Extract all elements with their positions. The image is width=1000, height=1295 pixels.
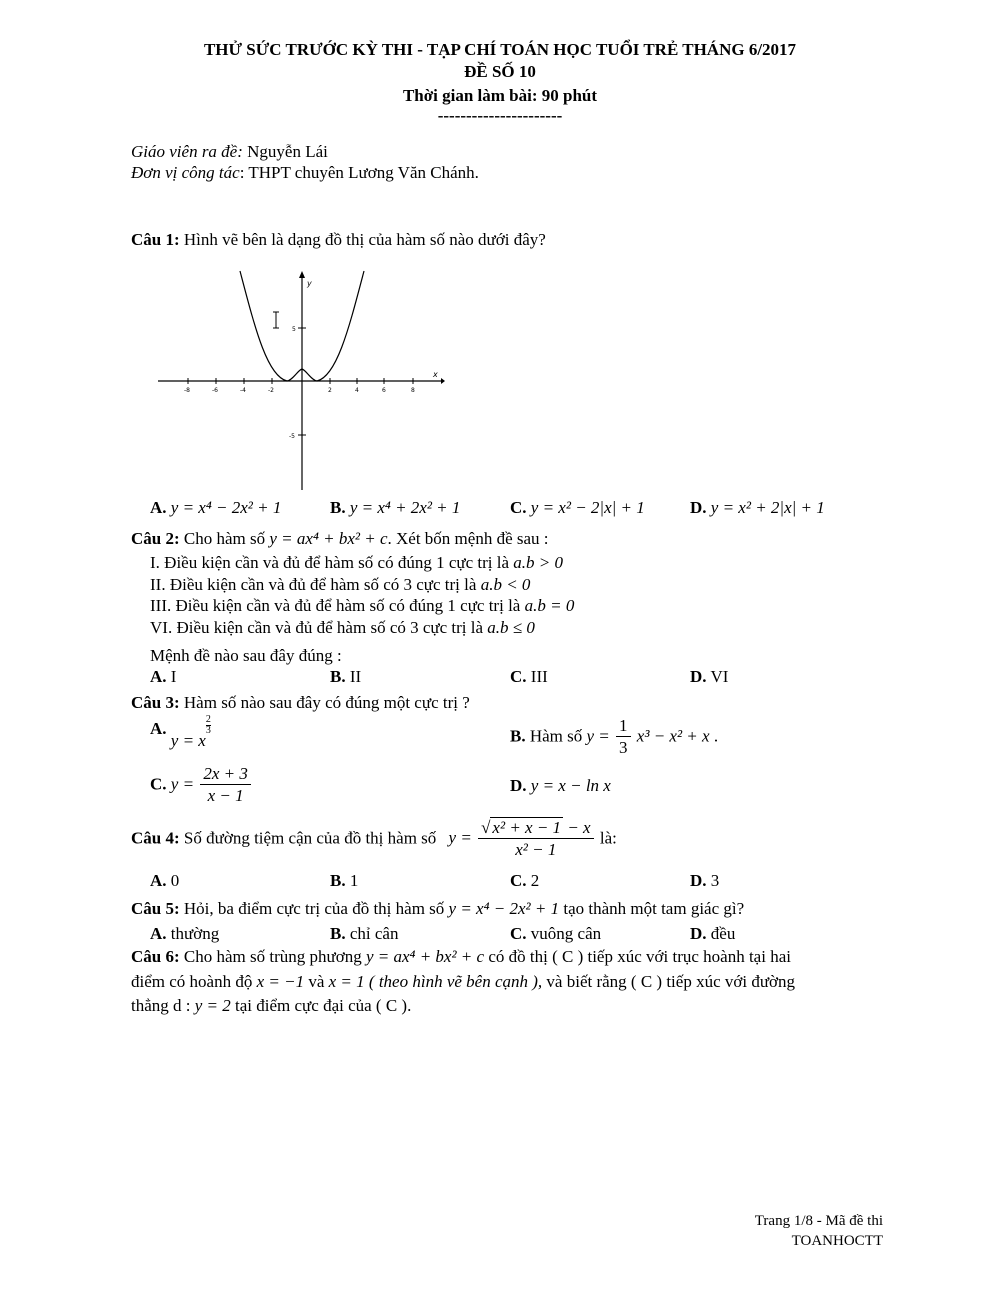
x-tick-label: 4 [355, 387, 359, 394]
frac-den: x − 1 [207, 786, 244, 805]
exp-num: 2 [205, 714, 211, 725]
q5-option-d[interactable] [690, 924, 735, 944]
option-label: B. [330, 498, 346, 517]
option-text: III [526, 667, 548, 686]
option-label: C. [510, 667, 527, 686]
q2-statement-4 [150, 618, 535, 638]
q4-end: là: [599, 828, 617, 848]
q4-label: Câu 4: [131, 828, 180, 848]
statement-text: II. Điều kiện cần và đủ để hàm số có 3 cực trị là [150, 575, 481, 594]
q2-statement-1 [150, 553, 563, 573]
q2-statement-3 [150, 596, 574, 616]
q1-stem [131, 230, 546, 250]
option-text: chỉ cân [345, 924, 399, 943]
frac-den: 3 [619, 738, 628, 757]
option-text: đều [706, 924, 736, 943]
frac-num: √ x² + x − 1 − x [478, 818, 594, 839]
q1-option-d[interactable] [690, 498, 825, 518]
q2-stem [131, 529, 549, 549]
statement-text: VI. Điều kiện cần và đủ để hàm số có 3 cực trị là [150, 618, 488, 637]
q5-option-c[interactable] [510, 924, 601, 944]
statement-math: a.b < 0 [480, 575, 531, 594]
q4-fraction [478, 818, 594, 861]
teacher-name: Nguyễn Lái [242, 142, 328, 161]
q5-option-b[interactable] [330, 924, 398, 944]
q6-text: thẳng d : [131, 996, 195, 1015]
option-label: A. [150, 498, 167, 517]
option-text: 1 [345, 871, 359, 890]
q5-option-a[interactable] [150, 924, 219, 944]
frac-num: 1 [616, 716, 631, 737]
option-label: D. [690, 871, 707, 890]
q6-label: Câu 6: [131, 947, 180, 966]
q1-graph [155, 268, 445, 493]
q5-text: Hỏi, ba điểm cực trị của đồ thị hàm số [179, 899, 445, 918]
option-text: 2 [526, 871, 540, 890]
option-label: D. [690, 667, 707, 686]
q2-prompt: Mệnh đề nào sau đây đúng : [150, 646, 342, 665]
option-label: A. [150, 667, 167, 686]
exam-time: Thời gian làm bài: 90 phút [402, 86, 598, 105]
y-axis-label: y [307, 279, 312, 288]
option-prefix: Hàm số [525, 726, 587, 746]
q5-label: Câu 5: [131, 899, 180, 918]
q6-line-1 [131, 947, 791, 967]
option-label: B. [510, 726, 526, 746]
q5-function: y = x⁴ − 2x² + 1 [448, 899, 560, 918]
x-tick-label: 8 [411, 387, 415, 394]
teacher-label: Giáo viên ra đề: [131, 142, 243, 161]
q6-line-2 [131, 972, 795, 992]
text-cursor-icon [273, 312, 279, 328]
option-text: y = x² + 2|x| + 1 [710, 498, 825, 517]
q4-text: Số đường tiệm cận của đồ thị hàm số [179, 828, 437, 848]
q1-option-a[interactable] [150, 498, 281, 518]
option-label: D. [510, 776, 527, 795]
option-text: II [345, 667, 362, 686]
option-math: y = [586, 726, 610, 746]
q5-text2: tạo thành một tam giác gì? [559, 899, 745, 918]
q5-stem [131, 899, 744, 919]
x-tick-label: -6 [212, 387, 218, 394]
q6-line-3 [131, 996, 411, 1016]
option-math: x³ − x² + x [636, 726, 710, 746]
q2-option-d[interactable] [690, 667, 728, 687]
q3-option-c[interactable] [150, 764, 253, 807]
q1-option-b[interactable] [330, 498, 460, 518]
header-separator: ---------------------- [437, 106, 563, 125]
q2-label: Câu 2: [131, 529, 180, 548]
statement-math: a.b > 0 [513, 553, 564, 572]
q3-label: Câu 3: [131, 693, 180, 712]
q1-text: Hình vẽ bên là dạng đồ thị của hàm số nào dưới đây? [179, 230, 546, 249]
option-fraction [616, 716, 631, 759]
option-label: B. [330, 871, 346, 890]
exp-den: 3 [205, 725, 211, 736]
option-label: A. [150, 924, 167, 943]
q1-label: Câu 1: [131, 230, 180, 249]
option-text: y = x⁴ − 2x² + 1 [170, 498, 282, 517]
q6-text: và biết rằng ( C ) tiếp xúc với đường [542, 972, 796, 991]
q6-math: y = 2 [194, 996, 231, 1015]
footer-page: Trang 1/8 - Mã đề thi [754, 1213, 883, 1229]
option-label: A. [150, 871, 167, 890]
statement-math: a.b = 0 [524, 596, 575, 615]
q2-option-c[interactable] [510, 667, 548, 687]
option-text: 3 [706, 871, 720, 890]
teacher-line [131, 142, 328, 162]
q6-text: Cho hàm số trùng phương [179, 947, 366, 966]
exam-number: ĐỀ SỐ 10 [464, 62, 536, 81]
option-fraction [200, 764, 251, 807]
q2-function: y = ax⁴ + bx² + c [269, 529, 388, 548]
option-base: y = x [170, 731, 206, 750]
unit-name: : THPT chuyên Lương Văn Chánh. [239, 163, 479, 182]
statement-math: a.b ≤ 0 [487, 618, 535, 637]
option-text: y = x² − 2|x| + 1 [530, 498, 645, 517]
x-tick-label: 2 [328, 387, 332, 394]
q2-option-b[interactable] [330, 667, 361, 687]
option-label: A. [150, 719, 167, 738]
option-text: y = x⁴ + 2x² + 1 [349, 498, 461, 517]
option-exponent [206, 715, 211, 736]
option-text: thường [166, 924, 220, 943]
unit-line [131, 163, 479, 183]
num-rest: − x [563, 818, 591, 837]
option-end: . [709, 726, 719, 746]
q2-text2: . Xét bốn mệnh đề sau : [387, 529, 549, 548]
statement-text: I. Điều kiện cần và đủ để hàm số có đúng 1 cực trị là [150, 553, 514, 572]
x-tick-label: 6 [382, 387, 386, 394]
x-tick-label: -8 [184, 387, 190, 394]
q6-math: x = −1 [256, 972, 305, 991]
q4-option-d[interactable] [690, 871, 719, 891]
q3-option-a[interactable] [150, 714, 211, 750]
y-tick-label: -5 [289, 433, 295, 440]
option-label: C. [510, 871, 527, 890]
option-text: I [166, 667, 177, 686]
q2-text: Cho hàm số [179, 529, 266, 548]
q6-text: tại điểm cực đại của ( C ). [230, 996, 412, 1015]
option-label: C. [510, 924, 527, 943]
option-text: vuông cân [526, 924, 602, 943]
q3-option-b[interactable] [510, 716, 718, 759]
q2-option-a[interactable] [150, 667, 176, 687]
q4-math: y = [448, 828, 472, 848]
q4-option-a[interactable] [150, 871, 179, 891]
q1-option-c[interactable] [510, 498, 645, 518]
option-label: C. [150, 774, 167, 794]
footer-code: TOANHOCTT [791, 1233, 883, 1249]
x-axis-label: x [433, 370, 438, 379]
q6-math: x = 1 [328, 972, 365, 991]
x-tick-label: -4 [240, 387, 246, 394]
statement-text: III. Điều kiện cần và đủ để hàm số có đúng 1 cực trị là [150, 596, 525, 615]
q4-option-c[interactable] [510, 871, 539, 891]
q6-math: y = ax⁴ + bx² + c [365, 947, 485, 966]
option-label: C. [510, 498, 527, 517]
q6-text: có đồ thị ( C ) tiếp xúc với trục hoành tại hai [484, 947, 791, 966]
unit-label: Đơn vị công tác [131, 163, 240, 182]
q6-text: điểm có hoành độ [131, 972, 257, 991]
x-tick-label: -2 [268, 387, 274, 394]
q6-text: và [304, 972, 329, 991]
q3-option-d[interactable] [510, 776, 611, 796]
option-label: B. [330, 667, 346, 686]
exam-title: THỬ SỨC TRƯỚC KỲ THI - TẠP CHÍ TOÁN HỌC TUỔI TRẺ THÁNG 6/2017 [203, 40, 797, 59]
q3-stem [131, 693, 470, 713]
option-label: B. [330, 924, 346, 943]
option-text: 0 [166, 871, 180, 890]
option-math: y = x − ln x [530, 776, 611, 795]
option-math: y = [170, 774, 195, 794]
option-text: VI [706, 667, 729, 686]
frac-den: x² − 1 [515, 840, 557, 859]
option-label: D. [690, 924, 707, 943]
option-label: D. [690, 498, 707, 517]
q2-statement-2 [150, 575, 530, 595]
q3-text: Hàm số nào sau đây có đúng một cực trị ? [179, 693, 470, 712]
q6-note: ( theo hình vẽ bên cạnh ), [364, 972, 543, 991]
frac-num: 2x + 3 [200, 764, 251, 785]
y-tick-label: 5 [292, 326, 296, 333]
q4-stem [131, 818, 617, 861]
q4-option-b[interactable] [330, 871, 358, 891]
sqrt-content: x² + x − 1 [492, 818, 562, 837]
